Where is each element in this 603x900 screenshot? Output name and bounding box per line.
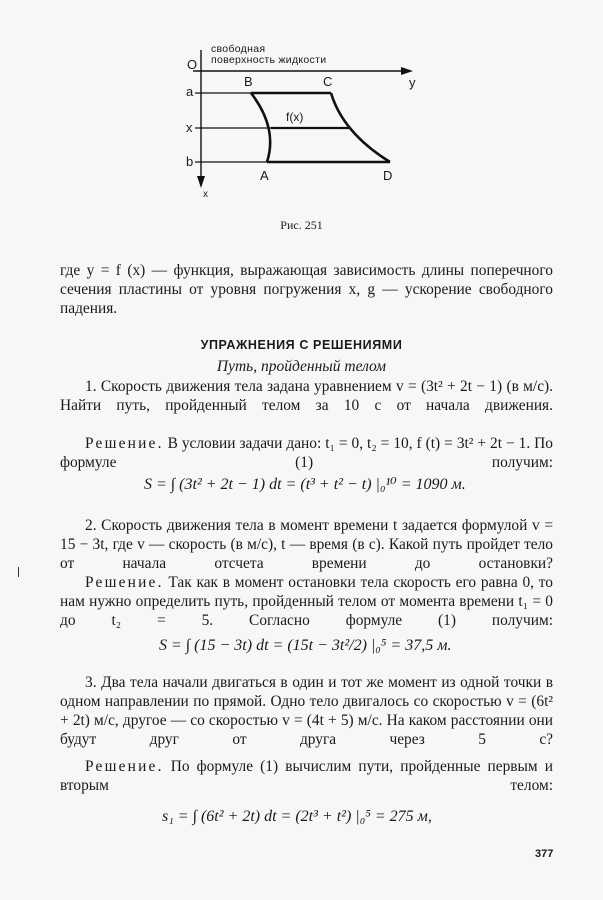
figure-caption: Рис. 251	[280, 218, 323, 232]
label-C: C	[323, 74, 333, 89]
label-x-axis: x	[203, 189, 208, 200]
label-fx: f(x)	[286, 110, 304, 124]
label-D: D	[383, 168, 393, 183]
x-axis-arrow	[197, 176, 205, 188]
label-B: B	[244, 74, 253, 89]
ex2-solution-text: Так как в момент остановки тела скорость его равна 0, то нам нужно определить путь, пройденный телом от момента времени t₁ = 0 до t₂ = 5. Согласно формуле (1) получим:	[60, 574, 553, 629]
ex1-formula-text: S = ∫ (3t² + 2t − 1) dt = (t³ + t² − t) |₀¹⁰ = 1090 м.	[144, 476, 466, 493]
paragraph-intro: где y = f (x) — функция, выражающая зависимость длины поперечного сечения пластины от уровня погружения x, g — ускорение свободного падения.	[60, 262, 553, 317]
figure-251	[183, 38, 423, 208]
ex3-solution-text: По формуле (1) вычислим пути, пройденные первым и вторым телом:	[60, 758, 553, 794]
label-O: O	[187, 57, 198, 72]
ex2-solution	[60, 573, 553, 630]
ex1-solution-word: Решение.	[85, 435, 164, 452]
ex1-problem: 1. Скорость движения тела задана уравнением v = (3t² + 2t − 1) (в м/с). Найти путь, пройденный телом за 10 с от начала движения.	[60, 378, 553, 414]
label-A: A	[260, 168, 269, 183]
label-b: b	[186, 154, 194, 169]
page-number: 377	[535, 848, 554, 860]
ex3-solution	[60, 757, 553, 795]
subsection-heading: Путь, пройденный телом	[216, 358, 387, 375]
ex2-solution-word: Решение.	[85, 574, 164, 591]
ex1-formula	[144, 474, 466, 494]
ex2-problem: 2. Скорость движения тела в момент времени t задается формулой v = 15 − 3t, где v — скорость (в м/с), t — время (в с). Какой путь пройдет тело от начала отсчета времени до остановки?	[60, 517, 553, 572]
label-surface-2: поверхность жидкости	[211, 54, 327, 66]
ex3-solution-word: Решение.	[85, 758, 164, 775]
ex2-formula-text: S = ∫ (15 − 3t) dt = (15t − 3t²/2) |₀⁵ = 37,5 м.	[159, 637, 452, 654]
y-axis-arrow	[401, 67, 413, 75]
ex1-solution	[60, 434, 553, 472]
label-y: y	[409, 75, 416, 90]
label-x: x	[186, 120, 193, 135]
section-heading: УПРАЖНЕНИЯ С РЕШЕНИЯМИ	[200, 338, 403, 352]
ex2-formula	[159, 637, 451, 655]
ex3-formula-text: s₁ = ∫ (6t² + 2t) dt = (2t³ + t²) |₀⁵ = 275 м,	[162, 808, 432, 825]
ex3-formula	[162, 808, 432, 826]
label-surface-1: свободная	[211, 43, 266, 55]
ex1-solution-text: В условии задачи дано: t₁ = 0, t₂ = 10, f (t) = 3t² + 2t − 1. По формуле (1) получим:	[60, 435, 553, 471]
label-a: a	[186, 84, 194, 99]
margin-mark	[18, 567, 19, 577]
ex3-problem: 3. Два тела начали двигаться в один и тот же момент из одной точки в одном направлении по прямой. Одно тело двигалось со скоростью v = (6t² + 2t) м/с, другое — со скоростью v = (4t + 5) м/с. На каком расстоянии они будут друг от друга через 5 с?	[60, 674, 553, 748]
